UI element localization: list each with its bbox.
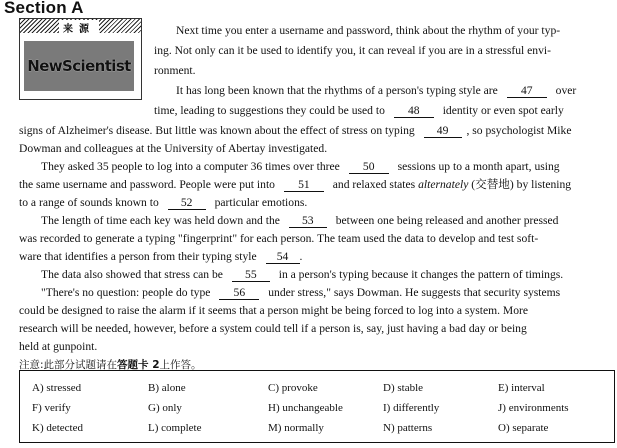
logo-band (24, 41, 134, 91)
option-n[interactable]: N) patterns (383, 422, 433, 434)
passage-line: research will be needed, however, before a system could tell if a person is, say, just having a bad day or being (19, 322, 527, 335)
passage-line (41, 214, 558, 228)
passage-text: sessions up to a month apart, using (397, 160, 560, 173)
passage-line: held at gunpoint. (19, 340, 98, 353)
note-text: 注意:此部分试题请在 (19, 359, 118, 371)
passage-text: They asked 35 people to log into a computer 36 times over three (41, 160, 340, 173)
passage-line (41, 160, 560, 174)
passage-line: was recorded to generate a typing "fingerprint" for each person. The team used the data to develop and test soft- (19, 232, 539, 245)
word-bank (19, 370, 615, 443)
passage-text: , so psychologist Mike (466, 124, 572, 137)
blank-54[interactable]: 54 (266, 251, 300, 264)
passage-text: and relaxed states (332, 178, 416, 191)
section-title: Section A (4, 0, 84, 17)
passage-line (41, 286, 560, 300)
passage-text: identity or even spot early (442, 104, 564, 117)
passage-text: The length of time each key was held down and the (41, 214, 280, 227)
option-k[interactable]: K) detected (32, 422, 83, 434)
passage-line (19, 250, 302, 264)
note-answer-sheet: 答题卡 2 (117, 359, 160, 371)
passage-line: could be designed to raise the alarm if it seems that a person might be being forced to log into a system. More (19, 304, 529, 317)
passage-text: the same username and password. People were put into (19, 178, 275, 191)
blank-49[interactable]: 49 (424, 125, 462, 138)
newscientist-logo (19, 18, 142, 100)
blank-53[interactable]: 53 (289, 215, 327, 228)
passage-line (19, 124, 571, 138)
passage-line: ronment. (154, 64, 196, 77)
passage-text: over (555, 84, 577, 97)
passage-italic-word: alternately (418, 178, 469, 191)
note-text: 上作答。 (159, 359, 202, 371)
passage-line (176, 84, 576, 98)
passage-text: . (299, 250, 303, 263)
passage-text: signs of Alzheimer's disease. But little was known about the effect of stress on typing (19, 124, 415, 137)
blank-55[interactable]: 55 (232, 269, 270, 282)
option-a[interactable]: A) stressed (32, 382, 82, 394)
option-h[interactable]: H) unchangeable (268, 402, 343, 414)
option-i[interactable]: I) differently (383, 402, 440, 414)
blank-56[interactable]: 56 (219, 287, 259, 300)
option-b[interactable]: B) alone (148, 382, 186, 394)
option-o[interactable]: O) separate (498, 422, 549, 434)
blank-51[interactable]: 51 (284, 179, 324, 192)
blank-50[interactable]: 50 (349, 161, 389, 174)
passage-line (154, 104, 564, 118)
passage-line (19, 178, 571, 192)
passage-line: Next time you enter a username and password, think about the rhythm of your typ- (176, 24, 561, 37)
passage-text: time, leading to suggestions they could be used to (154, 104, 385, 117)
option-c[interactable]: C) provoke (268, 382, 318, 394)
passage-text: It has long been known that the rhythms of a person's typing style are (176, 84, 498, 97)
blank-48[interactable]: 48 (394, 105, 434, 118)
option-e[interactable]: E) interval (498, 382, 545, 394)
passage-text: ware that identifies a person from their typing style (19, 250, 257, 263)
option-j[interactable]: J) environments (498, 402, 569, 414)
option-f[interactable]: F) verify (32, 402, 71, 414)
passage-line: Dowman and colleagues at the University of Abertay investigated. (19, 142, 328, 155)
passage-text: under stress," says Dowman. He suggests that security systems (268, 286, 561, 299)
passage-text: "There's no question: people do type (41, 286, 211, 299)
blank-47[interactable]: 47 (507, 85, 547, 98)
passage-text: in a person's typing because it changes the pattern of timings. (278, 268, 564, 281)
passage-text: to a range of sounds known to (19, 196, 159, 209)
option-g[interactable]: G) only (148, 402, 182, 414)
passage-text: particular emotions. (214, 196, 308, 209)
option-l[interactable]: L) complete (148, 422, 202, 434)
logo-brand-text: NewScientist (27, 57, 131, 75)
option-m[interactable]: M) normally (268, 422, 324, 434)
passage-line (41, 268, 563, 282)
blank-52[interactable]: 52 (168, 197, 206, 210)
passage-line (19, 196, 307, 210)
passage-text: (交替地) by listening (471, 178, 572, 191)
logo-source-label: 来源 (59, 20, 99, 35)
passage-text: The data also showed that stress can be (41, 268, 223, 281)
option-d[interactable]: D) stable (383, 382, 424, 394)
passage-text: between one being released and another pressed (335, 214, 559, 227)
passage-line: ing. Not only can it be used to identify you, it can reveal if you are in a stressful envi- (154, 44, 551, 57)
